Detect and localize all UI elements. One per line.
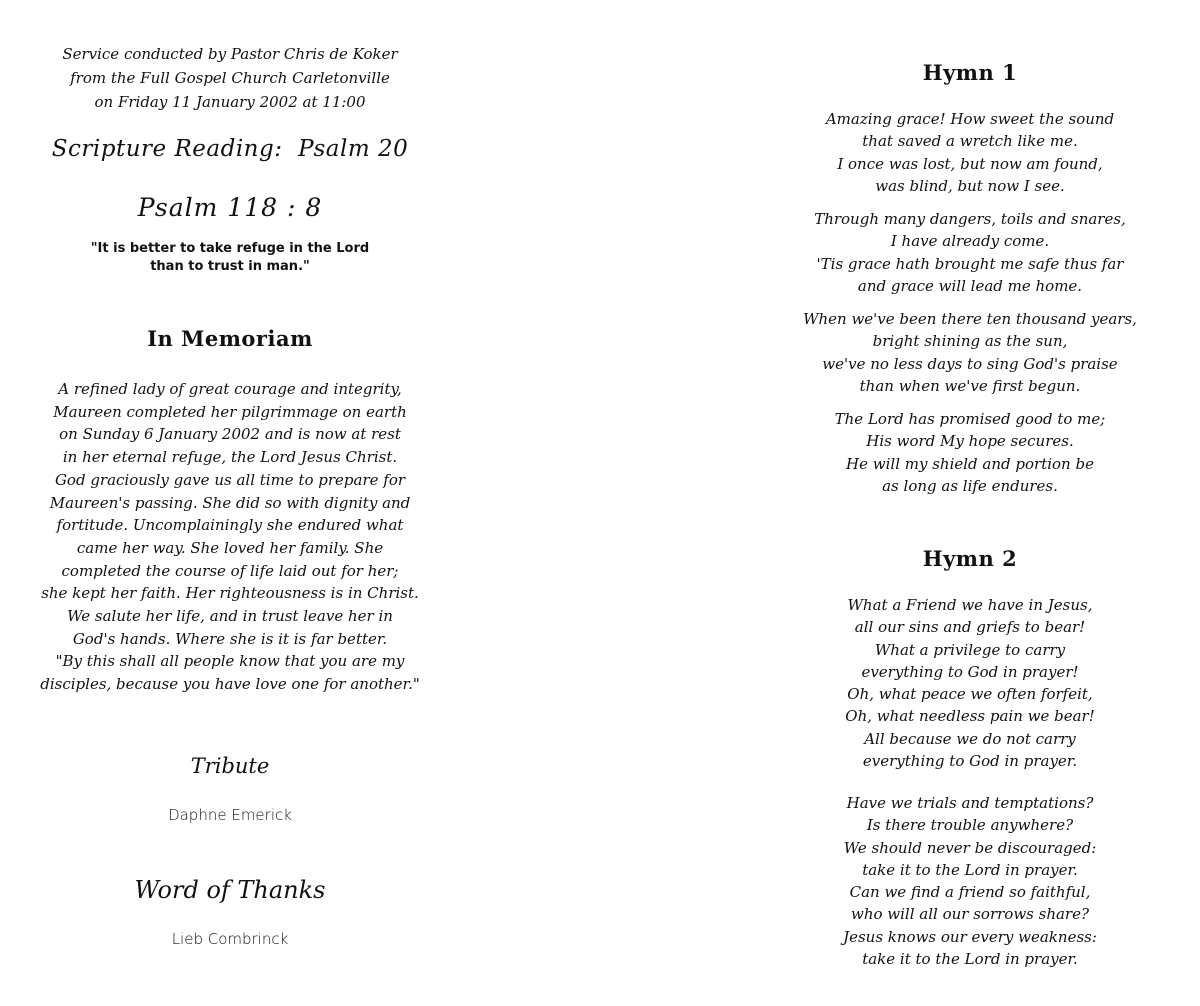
memoriam-text bbox=[20, 378, 440, 696]
hymn-line: Is there trouble anywhere? bbox=[866, 816, 1074, 835]
memoriam-line: disciples, because you have love one for another." bbox=[40, 675, 420, 694]
hymn-line: The Lord has promised good to me; bbox=[834, 410, 1106, 428]
hymn-line: 'Tis grace hath brought me safe thus far bbox=[816, 254, 1124, 273]
hymn-line: His word My hope secures. bbox=[866, 432, 1074, 451]
hymn-line: everything to God in prayer! bbox=[861, 662, 1079, 681]
memoriam-line: fortitude. Uncomplainingly she endured what bbox=[56, 516, 404, 535]
memoriam-line: "By this shall all people know that you are my bbox=[55, 652, 405, 671]
hymn-line: Oh, what needless pain we bear! bbox=[845, 707, 1095, 726]
hymn-line: Have we trials and temptations? bbox=[846, 794, 1094, 812]
hymn1-stanza bbox=[770, 308, 1170, 397]
hymn-line: Through many dangers, toils and snares, bbox=[814, 210, 1126, 228]
memoriam-line: she kept her faith. Her righteousness is in Christ. bbox=[41, 584, 419, 603]
memoriam-line: We salute her life, and in trust leave her in bbox=[67, 607, 393, 626]
hymn2-stanza bbox=[770, 792, 1170, 970]
hymn-line: Jesus knows our every weakness: bbox=[843, 927, 1097, 946]
hymn-line: Oh, what peace we often forfeit, bbox=[847, 685, 1093, 704]
service-details bbox=[20, 42, 440, 114]
memoriam-line: God's hands. Where she is it is far better. bbox=[72, 629, 388, 648]
memoriam-line: Maureen's passing. She did so with dignity and bbox=[49, 493, 411, 512]
thanks-heading: Word of Thanks bbox=[134, 876, 326, 904]
hymn-line: He will my shield and portion be bbox=[846, 454, 1094, 473]
hymn-line: I once was lost, but now am found, bbox=[837, 154, 1103, 173]
hymn-line: Can we find a friend so faithful, bbox=[849, 883, 1091, 902]
hymn-line: was blind, but now I see. bbox=[875, 176, 1065, 195]
hymn-line: and grace will lead me home. bbox=[857, 276, 1083, 295]
tribute-speaker: Daphne Emerick bbox=[168, 806, 292, 824]
hymn-line: What a privilege to carry bbox=[874, 640, 1066, 659]
service-line: on Friday 11 January 2002 at 11:00 bbox=[94, 93, 366, 111]
tribute-heading: Tribute bbox=[190, 754, 270, 778]
hymn1-stanza bbox=[770, 408, 1170, 497]
scripture-reading: Scripture Reading: Psalm 20 bbox=[51, 136, 409, 162]
hymn-line: we've no less days to sing God's praise bbox=[822, 354, 1118, 373]
hymn1-stanza bbox=[770, 108, 1170, 197]
hymn-line: bright shining as the sun, bbox=[872, 332, 1068, 351]
hymn-line: All because we do not carry bbox=[864, 729, 1076, 748]
service-line: from the Full Gospel Church Carletonville bbox=[70, 69, 390, 87]
hymn-line: everything to God in prayer. bbox=[862, 752, 1078, 771]
hymn-line: When we've been there ten thousand years, bbox=[803, 310, 1137, 328]
memoriam-line: God graciously gave us all time to prepare for bbox=[54, 470, 406, 489]
verse-line: "It is better to take refuge in the Lord bbox=[90, 241, 370, 256]
hymn2-stanza bbox=[770, 594, 1170, 772]
memoriam-line: completed the course of life laid out for her; bbox=[61, 561, 399, 580]
hymn-line: take it to the Lord in prayer. bbox=[862, 860, 1078, 879]
hymn1-heading: Hymn 1 bbox=[922, 60, 1018, 85]
thanks-speaker: Lieb Combrinck bbox=[171, 930, 289, 948]
hymn-line: than when we've first begun. bbox=[859, 376, 1081, 395]
hymn1-stanza bbox=[770, 208, 1170, 297]
service-line: Service conducted by Pastor Chris de Koker bbox=[62, 45, 398, 63]
hymn-line: What a Friend we have in Jesus, bbox=[847, 596, 1093, 614]
hymn-line: as long as life endures. bbox=[882, 476, 1058, 495]
hymn-line: who will all our sorrows share? bbox=[850, 905, 1090, 924]
hymn-line: take it to the Lord in prayer. bbox=[862, 950, 1078, 969]
verse-line: than to trust in man." bbox=[150, 259, 310, 274]
hymn-line: that saved a wretch like me. bbox=[862, 132, 1078, 151]
memoriam-line: on Sunday 6 January 2002 and is now at rest bbox=[59, 425, 401, 444]
memoriam-line: in her eternal refuge, the Lord Jesus Christ. bbox=[62, 448, 398, 467]
memoriam-heading: In Memoriam bbox=[147, 326, 313, 351]
psalm-verse bbox=[20, 240, 440, 276]
hymn-line: We should never be discouraged: bbox=[843, 838, 1097, 857]
memoriam-line: came her way. She loved her family. She bbox=[76, 538, 384, 557]
hymn2-heading: Hymn 2 bbox=[922, 546, 1018, 571]
memoriam-line: A refined lady of great courage and integrity, bbox=[58, 380, 402, 398]
hymn-line: all our sins and griefs to bear! bbox=[854, 618, 1086, 637]
psalm-reference: Psalm 118 : 8 bbox=[137, 193, 323, 222]
hymn-line: Amazing grace! How sweet the sound bbox=[825, 110, 1115, 128]
memoriam-line: Maureen completed her pilgrimmage on earth bbox=[53, 402, 407, 421]
hymn-line: I have already come. bbox=[890, 232, 1050, 251]
